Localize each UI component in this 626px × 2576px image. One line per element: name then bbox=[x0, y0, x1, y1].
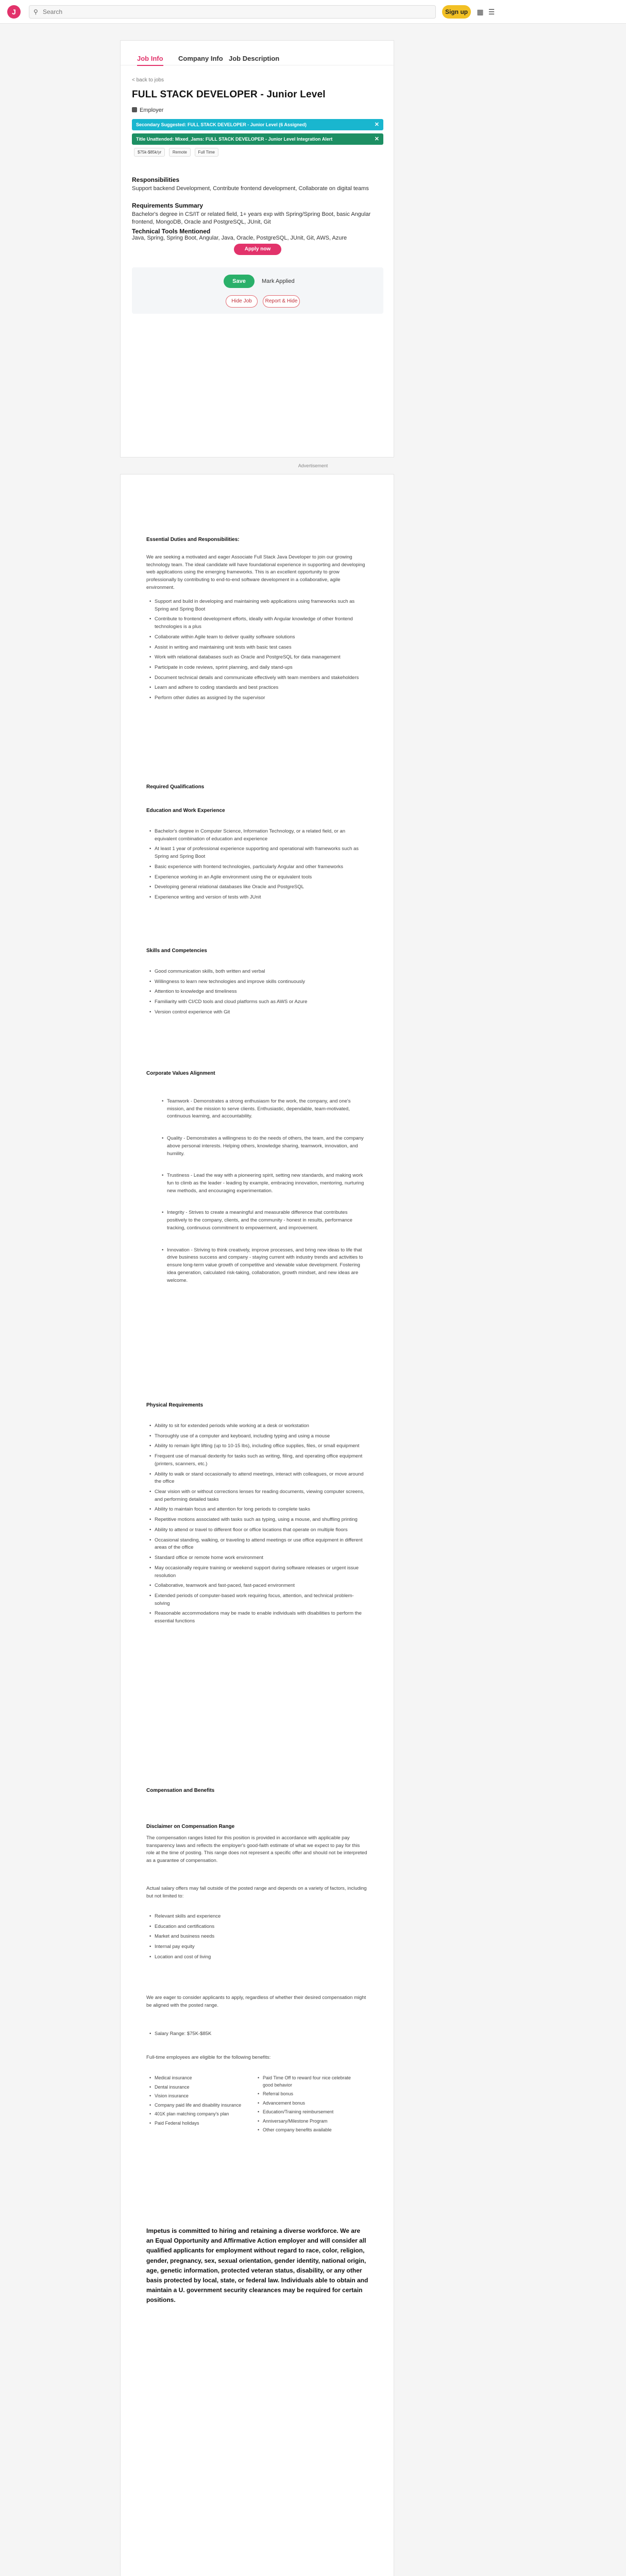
signup-button[interactable]: Sign up bbox=[442, 5, 471, 19]
list-item: • Company paid life and disability insurance bbox=[155, 2102, 252, 2109]
list-item: • Repetitive motions associated with tasks such as typing, using a mouse, and shuffling printing bbox=[155, 1516, 366, 1524]
list-item: • Ability to attend or travel to different floor or office locations that operate on multiple floors bbox=[155, 1527, 366, 1534]
site-logo[interactable]: J bbox=[7, 5, 21, 19]
list-item: • Collaborative, teamwork and fast-paced, fast-paced environment bbox=[155, 1582, 366, 1590]
action-panel bbox=[132, 267, 383, 314]
list-item: • At least 1 year of professional experience supporting and operational with frameworks such as Spring and Spring Boot bbox=[155, 845, 366, 860]
disclaimer-heading: Disclaimer on Compensation Range bbox=[146, 1824, 235, 1829]
list-item: • Work with relational databases such as Oracle and PostgreSQL for data management bbox=[155, 654, 366, 662]
list-item: • Willingness to learn new technologies and improve skills continuously bbox=[155, 978, 366, 986]
list-item: • Participate in code reviews, sprint planning, and daily stand-ups bbox=[155, 664, 366, 672]
job-tags bbox=[134, 147, 221, 157]
list-item: • Standard office or remote home work environment bbox=[155, 1554, 366, 1562]
apply-paragraph: We are eager to consider applicants to apply, regardless of whether their desired compensation might be aligned with the posted range. bbox=[146, 1995, 366, 2008]
close-icon[interactable]: ✕ bbox=[374, 136, 379, 142]
list-item: • Basic experience with frontend technologies, particularly Angular and other frameworks bbox=[155, 863, 366, 871]
tag-remote: Remote bbox=[169, 148, 191, 157]
list-item: • Perform other duties as assigned by the supervisor bbox=[155, 694, 366, 702]
list-item: • Innovation - Striving to think creatively, improve processes, and bring new ideas to life that drive business success and company - staying current with industry trends and activities to ensure long-term value growth of competitive and viewable value development. Fostering idea generation, calculated risk-taking, collaboration, growth mindset, and new ideas are welcome. bbox=[167, 1247, 368, 1285]
list-item: • Frequent use of manual dexterity for tasks such as writing, filing, and operating office equipment (printers, scanners, etc.) bbox=[155, 1453, 366, 1468]
info-banner-green bbox=[132, 133, 383, 145]
physical-list bbox=[155, 1422, 366, 1628]
list-item: • May occasionally require training or weekend support during software releases or urgent issue resolution bbox=[155, 1565, 366, 1580]
building-icon bbox=[132, 107, 137, 112]
list-item: • Version control experience with Git bbox=[155, 1009, 366, 1016]
list-item: • Quality - Demonstrates a willingness to do the needs of others, the team, and the company above personal interests. Helping others, knowledge sharing, teamwork, innovation, and humility. bbox=[167, 1135, 368, 1158]
list-item: • 401K plan matching company's plan bbox=[155, 2111, 252, 2118]
list-item: • Medical insurance bbox=[155, 2075, 252, 2082]
search-input[interactable] bbox=[43, 7, 424, 16]
requirements-text: Bachelor's degree in CS/IT or related field, 1+ years exp with Spring/Spring Boot, basic Angular frontend, MongoDB, Oracle and PostgreSQL, JUnit, Git bbox=[132, 211, 371, 226]
disclaimer-paragraph: The compensation ranges listed for this position is provided in accordance with applicable pay transparency laws and reflects the employer's good-faith estimate of what we expect to pay for this role at the time of posting. This range does not represent a specific offer and should not be interpreted as a guarantee of compensation. bbox=[146, 1835, 367, 1864]
list-item: • Attention to knowledge and timeliness bbox=[155, 988, 366, 996]
duties-list bbox=[155, 598, 366, 705]
list-item: • Clear vision with or without corrections lenses for reading documents, viewing computer screens, and performing detailed tasks bbox=[155, 1488, 366, 1503]
list-item: • Extended periods of computer-based work requiring focus, attention, and technical problem-solving bbox=[155, 1592, 366, 1607]
list-item: • Education and certifications bbox=[155, 1923, 366, 1931]
eeo-statement: Impetus is committed to hiring and retaining a diverse workforce. We are an Equal Opportunity and Affirmative Action employer and will consider all qualified applicants for employment without regard to race, color, religion, gender, pregnancy, sex, sexual orientation, gender identity, national origin, age, genetic information, protected veteran status, disability, or any other basis protected by local, state, or federal law. Individuals able to obtain and maintain a U. government security clearances may be required for certain positions. bbox=[146, 2227, 368, 2304]
list-item: • Market and business needs bbox=[155, 1933, 366, 1941]
skills-list bbox=[155, 968, 366, 1019]
list-item: • Relevant skills and experience bbox=[155, 1913, 366, 1921]
benefits-right bbox=[263, 2075, 361, 2136]
salary-range: • Salary Range: $75K-$85K bbox=[155, 2030, 366, 2038]
tab-company-info[interactable]: Company Info bbox=[178, 55, 223, 62]
intro-paragraph: We are seeking a motivated and eager Associate Full Stack Java Developer to join our growing technology team. The ideal candidate will have foundational experience in supporting and developing web applications using the emerging frameworks. This is an excellent opportunity to grow professionally by contributing to end-to-end software development in a collaborative, agile environment. bbox=[146, 554, 365, 590]
list-item: • Document technical details and communicate effectively with team members and stakeholders bbox=[155, 674, 366, 682]
list-item: • Advancement bonus bbox=[263, 2100, 361, 2107]
list-item: • Other company benefits available bbox=[263, 2127, 361, 2134]
list-item: • Contribute to frontend development efforts, ideally with Angular knowledge of other frontend technologies is a plus bbox=[155, 616, 366, 631]
list-item: • Occasional standing, walking, or traveling to attend meetings or use office equipment in different areas of the office bbox=[155, 1537, 366, 1552]
list-item: • Education/Training reimbursement bbox=[263, 2109, 361, 2116]
factors-list bbox=[155, 1913, 366, 1964]
physical-heading: Physical Requirements bbox=[146, 1402, 204, 1408]
report-hide-button[interactable]: Report & Hide bbox=[263, 295, 300, 308]
back-link[interactable]: < back to jobs bbox=[132, 77, 164, 83]
banner-text: Secondary Suggested: FULL STACK DEVELOPER - Junior Level (6 Assigned) bbox=[136, 122, 307, 127]
tools-heading: Technical Tools Mentioned bbox=[132, 228, 211, 235]
list-item: • Support and build in developing and maintaining web applications using frameworks such as Spring and Spring Boot bbox=[155, 598, 366, 613]
list-item: • Paid Federal holidays bbox=[155, 2120, 252, 2127]
list-item: • Location and cost of living bbox=[155, 1954, 366, 1961]
education-heading: Education and Work Experience bbox=[146, 808, 225, 814]
list-item: • Experience writing and version of tests with JUnit bbox=[155, 894, 366, 902]
skills-heading: Skills and Competencies bbox=[146, 948, 207, 954]
salary-list bbox=[155, 2030, 366, 2041]
job-description-card bbox=[120, 474, 394, 2576]
list-item: • Good communication skills, both written and verbal bbox=[155, 968, 366, 976]
list-item: • Ability to maintain focus and attention for long periods to complete tasks bbox=[155, 1506, 366, 1514]
tools-text: Java, Spring, Spring Boot, Angular, Java, Oracle, PostgreSQL, JUnit, Git, AWS, Azure bbox=[132, 235, 347, 241]
menu-icon[interactable]: ☰ bbox=[488, 8, 495, 16]
list-item: • Learn and adhere to coding standards and best practices bbox=[155, 684, 366, 692]
list-item: • Dental insurance bbox=[155, 2084, 252, 2091]
list-item: • Developing general relational databases like Oracle and PostgreSQL bbox=[155, 884, 366, 891]
tab-job-description[interactable]: Job Description bbox=[229, 55, 280, 62]
list-item: • Vision insurance bbox=[155, 2093, 252, 2100]
tag-salary: $75k-$85k/yr bbox=[134, 148, 165, 157]
list-item: • Assist in writing and maintaining unit tests with basic test cases bbox=[155, 644, 366, 652]
list-item: • Integrity - Strives to create a meaningful and measurable difference that contributes positively to the company, clients, and the community - honest in results, performance tracking, continuous commitment to empowerment, and improvement. bbox=[167, 1209, 368, 1232]
info-banner-cyan bbox=[132, 119, 383, 130]
list-item: • Anniversary/Milestone Program bbox=[263, 2118, 361, 2125]
list-item: • Internal pay equity bbox=[155, 1943, 366, 1951]
benefits-left bbox=[155, 2075, 252, 2129]
list-item: • Reasonable accommodations may be made to enable individuals with disabilities to perform the essential functions bbox=[155, 1610, 366, 1625]
qualifications-heading: Required Qualifications bbox=[146, 784, 205, 790]
requirements-heading: Requirements Summary bbox=[132, 202, 204, 209]
top-bar bbox=[0, 0, 626, 24]
advertisement-label: Advertisement bbox=[298, 463, 328, 468]
compensation-heading: Compensation and Benefits bbox=[146, 1788, 215, 1793]
list-item: • Paid Time Off to reward four nice celebrate good behavior bbox=[263, 2075, 361, 2089]
list-item: • Trustiness - Lead the way with a pioneering spirit, setting new standards, and making work fun to climb as the leader - leading by example, embracing innovation, mentoring, nurturing new methods, and encouraging experimentation. bbox=[167, 1172, 368, 1195]
list-item: • Bachelor's degree in Computer Science, Information Technology, or a related field, or an equivalent combination of education and experience bbox=[155, 828, 366, 843]
tab-job-info[interactable]: Job Info bbox=[137, 54, 163, 66]
banner-text: Title Unattended: Mixed_Jams: FULL STACK DEVELOPER - Junior Level Integration Alert bbox=[136, 137, 333, 142]
job-tabs bbox=[121, 52, 395, 65]
employer-label: Employer bbox=[140, 107, 164, 113]
list-item: • Familiarity with CI/CD tools and cloud platforms such as AWS or Azure bbox=[155, 998, 366, 1006]
values-list bbox=[167, 1098, 368, 1299]
employer-name[interactable] bbox=[132, 107, 163, 114]
factors-intro: Actual salary offers may fall outside of the posted range and depends on a variety of factors, including but not limited to: bbox=[146, 1886, 367, 1899]
list-item: • Ability to walk or stand occasionally to attend meetings, interact with colleagues, or move around the office bbox=[155, 1471, 366, 1486]
grid-icon[interactable]: ▦ bbox=[477, 8, 484, 16]
values-heading: Corporate Values Alignment bbox=[146, 1071, 215, 1076]
search-bar[interactable] bbox=[29, 5, 436, 19]
education-list bbox=[155, 828, 366, 904]
list-item: • Ability to sit for extended periods while working at a desk or workstation bbox=[155, 1422, 366, 1430]
benefits-intro: Full-time employees are eligible for the following benefits: bbox=[146, 2055, 271, 2060]
tag-type: Full Time bbox=[195, 148, 218, 157]
job-card bbox=[120, 40, 394, 457]
benefits-columns bbox=[155, 2075, 371, 2178]
list-item: • Teamwork - Demonstrates a strong enthusiasm for the work, the company, and one's mission, and the mission to serve clients. Enthusiastic, dependable, team-motivated, continuous learning, and accountability. bbox=[167, 1098, 368, 1121]
hide-job-button[interactable]: Hide Job bbox=[226, 295, 258, 308]
apply-button[interactable]: Apply now bbox=[234, 244, 281, 255]
job-title: FULL STACK DEVELOPER - Junior Level bbox=[132, 89, 326, 100]
list-item: • Thoroughly use of a computer and keyboard, including typing and using a mouse bbox=[155, 1433, 366, 1440]
responsibilities-text: Support backend Development, Contribute frontend development, Collaborate on digital teams bbox=[132, 185, 369, 192]
responsibilities-heading: Responsibilities bbox=[132, 176, 180, 183]
list-item: • Collaborate within Agile team to deliver quality software solutions bbox=[155, 634, 366, 641]
close-icon[interactable]: ✕ bbox=[374, 122, 379, 128]
save-button[interactable]: Save bbox=[224, 275, 255, 288]
list-item: • Referral bonus bbox=[263, 2091, 361, 2098]
list-item: • Ability to remain light lifting (up to 10-15 lbs), including office supplies, files, or small equipment bbox=[155, 1443, 366, 1450]
search-icon: ⚲ bbox=[33, 8, 38, 15]
duties-heading: Essential Duties and Responsibilities: bbox=[146, 537, 240, 543]
mark-applied-button[interactable]: Mark Applied bbox=[262, 278, 295, 284]
list-item: • Experience working in an Agile environment using the or equivalent tools bbox=[155, 874, 366, 882]
